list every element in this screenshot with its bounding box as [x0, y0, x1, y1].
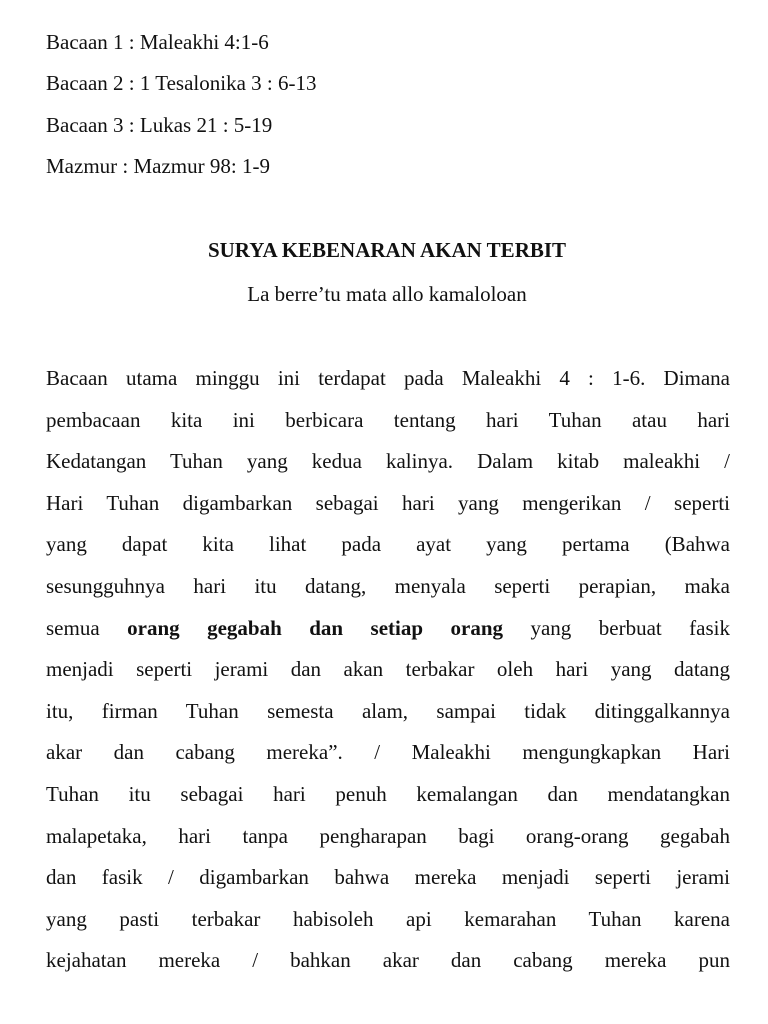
body-line: yang dapat kita lihat pada ayat yang pertama (Bahwa: [46, 532, 730, 557]
sermon-body: [46, 362, 730, 986]
reading-psalm: Mazmur : Mazmur 98: 1-9: [46, 154, 270, 178]
body-text-run: yang berbuat fasik: [530, 615, 730, 640]
body-line: akar dan cabang mereka”. / Maleakhi mengungkapkan Hari: [46, 740, 730, 765]
sermon-title: SURYA KEBENARAN AKAN TERBIT: [207, 238, 567, 262]
body-line: Hari Tuhan digambarkan sebagai hari yang mengerikan / seperti: [46, 490, 730, 515]
bold-emphasis: orang gegabah dan setiap orang: [127, 615, 503, 640]
body-line: menjadi seperti jerami dan akan terbakar oleh hari yang datang: [46, 657, 730, 682]
body-line: kejahatan mereka / bahkan akar dan cabang mereka pun: [46, 948, 730, 973]
reading-1: Bacaan 1 : Maleakhi 4:1-6: [46, 30, 269, 54]
body-line: itu, firman Tuhan semesta alam, sampai tidak ditinggalkannya: [46, 698, 730, 723]
body-line: Kedatangan Tuhan yang kedua kalinya. Dalam kitab maleakhi /: [46, 449, 730, 474]
body-line: [46, 612, 730, 654]
reading-3: Bacaan 3 : Lukas 21 : 5-19: [46, 113, 273, 137]
body-line: Bacaan utama minggu ini terdapat pada Maleakhi 4 : 1-6. Dimana: [46, 366, 730, 390]
reading-2: Bacaan 2 : 1 Tesalonika 3 : 6-13: [46, 71, 317, 95]
body-line: dan fasik / digambarkan bahwa mereka menjadi seperti jerami: [46, 865, 730, 890]
body-line: yang pasti terbakar habisoleh api kemarahan Tuhan karena: [46, 906, 730, 931]
sermon-subtitle: La berre’tu mata allo kamaloloan: [247, 282, 527, 306]
body-text-run: semua: [46, 615, 100, 640]
body-line: sesungguhnya hari itu datang, menyala seperti perapian, maka: [46, 573, 730, 598]
body-line: Tuhan itu sebagai hari penuh kemalangan dan mendatangkan: [46, 781, 730, 806]
body-line: pembacaan kita ini berbicara tentang hari Tuhan atau hari: [46, 407, 730, 432]
body-line: malapetaka, hari tanpa pengharapan bagi orang-orang gegabah: [46, 823, 730, 848]
